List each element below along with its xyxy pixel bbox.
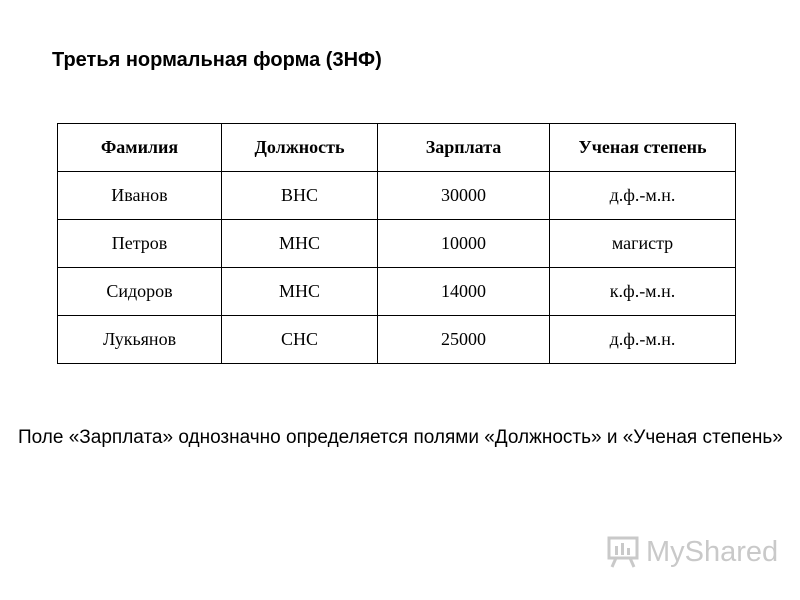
column-header-salary: Зарплата (378, 124, 550, 172)
column-header-surname: Фамилия (58, 124, 222, 172)
table-row (58, 172, 736, 220)
table-row (58, 268, 736, 316)
table-header-row (58, 124, 736, 172)
cell-position: СНС (222, 316, 378, 364)
watermark (606, 535, 778, 569)
column-header-degree: Ученая степень (550, 124, 736, 172)
slide-title: Третья нормальная форма (3НФ) (52, 49, 382, 71)
dependency-note: Поле «Зарплата» однозначно определяется полями «Должность» и «Ученая степень» (18, 427, 783, 448)
cell-position: ВНС (222, 172, 378, 220)
cell-degree: к.ф.-м.н. (550, 268, 736, 316)
cell-surname: Иванов (58, 172, 222, 220)
cell-position: МНС (222, 268, 378, 316)
cell-salary: 10000 (378, 220, 550, 268)
table-row (58, 316, 736, 364)
employees-table (57, 123, 736, 364)
cell-surname: Сидоров (58, 268, 222, 316)
cell-surname: Петров (58, 220, 222, 268)
cell-degree: магистр (550, 220, 736, 268)
cell-salary: 25000 (378, 316, 550, 364)
table-row (58, 220, 736, 268)
presentation-board-icon (606, 535, 640, 569)
cell-degree: д.ф.-м.н. (550, 172, 736, 220)
cell-surname: Лукьянов (58, 316, 222, 364)
cell-salary: 14000 (378, 268, 550, 316)
cell-salary: 30000 (378, 172, 550, 220)
cell-position: МНС (222, 220, 378, 268)
cell-degree: д.ф.-м.н. (550, 316, 736, 364)
column-header-position: Должность (222, 124, 378, 172)
watermark-text: MyShared (646, 535, 779, 568)
